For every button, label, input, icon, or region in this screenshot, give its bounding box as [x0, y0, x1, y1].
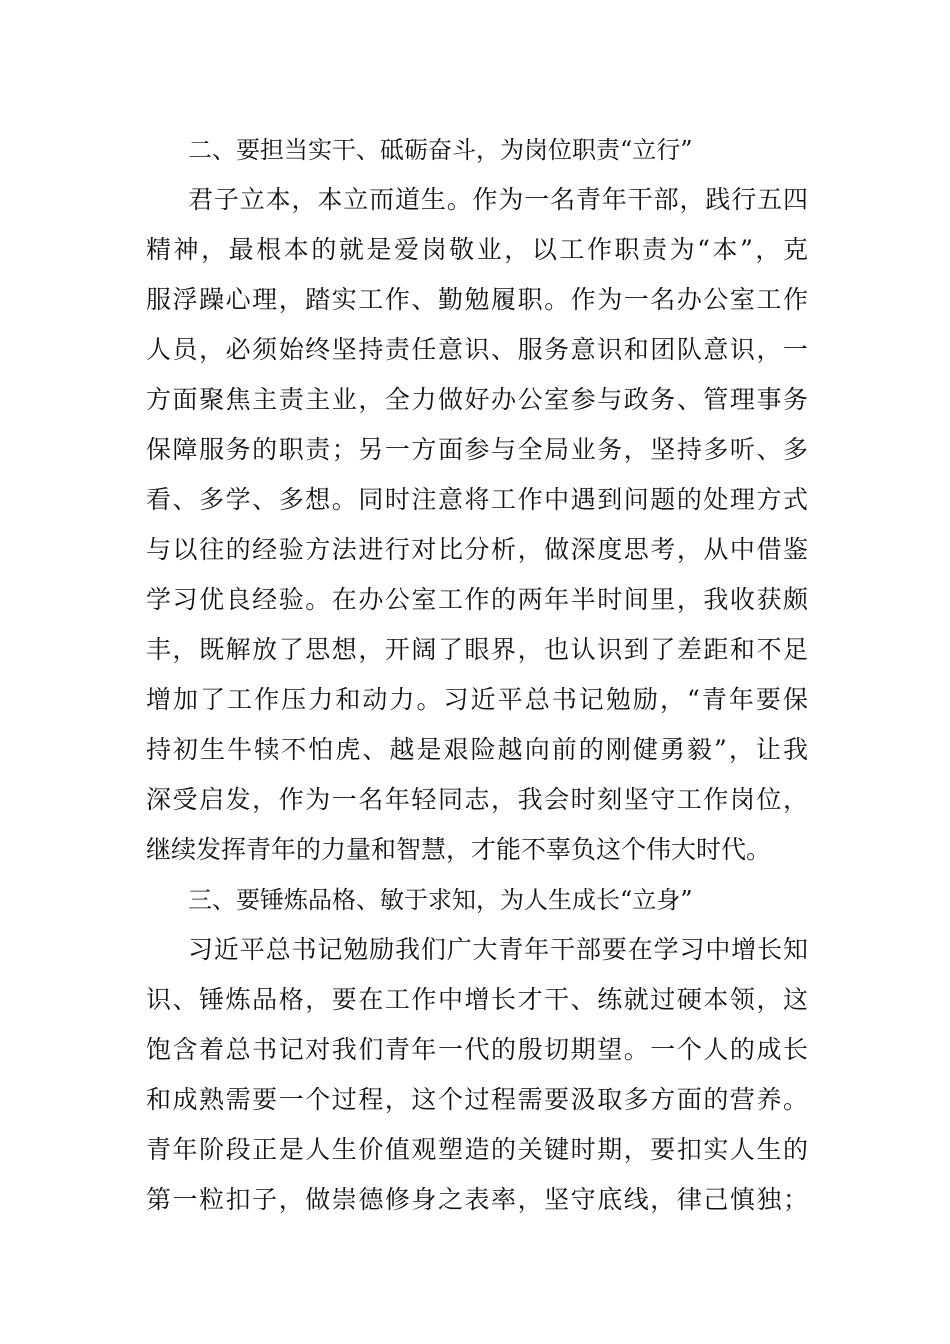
paragraph-line: 青年阶段正是人生价值观塑造的关键时期，要扣实人生的: [146, 1135, 808, 1164]
paragraph-line: 习近平总书记勉励我们广大青年干部要在学习中增长知: [188, 935, 808, 964]
paragraph-line: 方面聚焦主责主业，全力做好办公室参与政务、管理事务: [146, 385, 808, 414]
paragraph-line: 丰，既解放了思想，开阔了眼界，也认识到了差距和不足: [146, 635, 808, 664]
paragraph-line: 看、多学、多想。同时注意将工作中遇到问题的处理方式: [146, 485, 808, 514]
paragraph-line: 深受启发，作为一名年轻同志，我会时刻坚守工作岗位，: [146, 785, 808, 814]
paragraph-line: 学习优良经验。在办公室工作的两年半时间里，我收获颇: [146, 585, 808, 614]
paragraph-line: 人员，必须始终坚持责任意识、服务意识和团队意识，一: [146, 335, 808, 364]
section-2-heading: 二、要担当实干、砥砺奋斗，为岗位职责“立行”: [188, 136, 693, 164]
section-3-heading: 三、要锤炼品格、敏于求知，为人生成长“立身”: [188, 886, 693, 914]
paragraph-line: 第一粒扣子，做崇德修身之表率，坚守底线，律己慎独；: [146, 1185, 808, 1214]
paragraph-line: 精神，最根本的就是爱岗敬业，以工作职责为“本”，克: [146, 235, 808, 264]
paragraph-line: 保障服务的职责；另一方面参与全局业务，坚持多听、多: [146, 435, 808, 464]
paragraph-line: 继续发挥青年的力量和智慧，才能不辜负这个伟大时代。: [146, 835, 772, 864]
paragraph-line: 与以往的经验方法进行对比分析，做深度思考，从中借鉴: [146, 535, 808, 564]
paragraph-line: 和成熟需要一个过程，这个过程需要汲取多方面的营养。: [146, 1085, 808, 1114]
paragraph-line: 持初生牛犊不怕虎、越是艰险越向前的刚健勇毅”，让我: [146, 735, 808, 764]
paragraph-line: 识、锤炼品格，要在工作中增长才干、练就过硬本领，这: [146, 985, 808, 1014]
paragraph-line: 服浮躁心理，踏实工作、勤勉履职。作为一名办公室工作: [146, 285, 808, 314]
paragraph-line: 君子立本，本立而道生。作为一名青年干部，践行五四: [188, 185, 808, 214]
paragraph-line: 饱含着总书记对我们青年一代的殷切期望。一个人的成长: [146, 1035, 808, 1064]
paragraph-line: 增加了工作压力和动力。习近平总书记勉励，“青年要保: [146, 685, 808, 714]
